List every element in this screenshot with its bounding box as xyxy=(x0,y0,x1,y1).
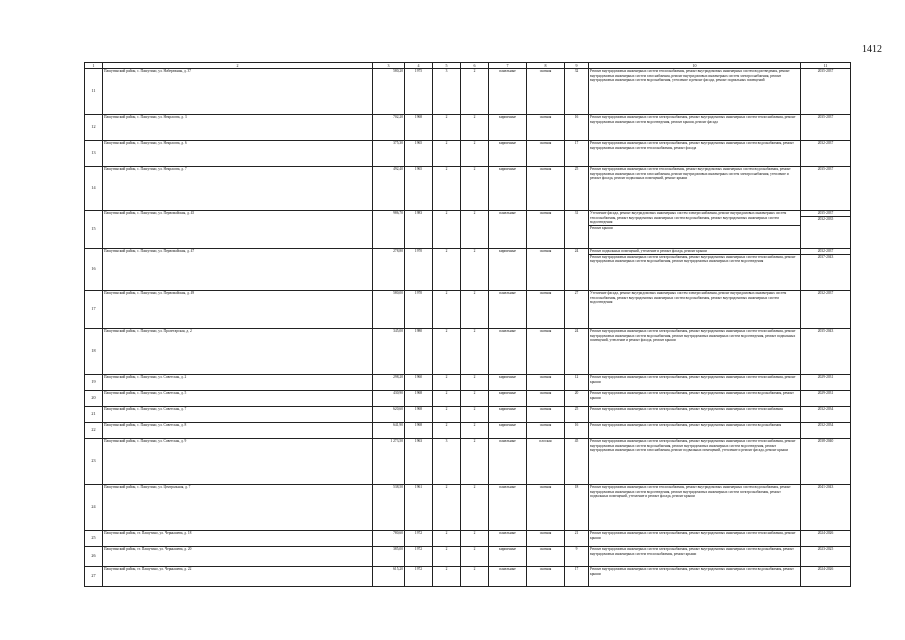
row-number: 17 xyxy=(85,291,103,329)
address-cell: Пашутинский район, с. Пашутино, ул. Первомайская, д. 45 xyxy=(103,211,373,249)
period-cell xyxy=(801,423,851,439)
period-cell xyxy=(801,547,851,567)
area-cell: 492,40 xyxy=(373,167,405,211)
apartments-cell: 17 xyxy=(565,141,589,167)
entrances-cell: 2 xyxy=(461,291,489,329)
wall-material-cell: панельные xyxy=(489,567,527,587)
entrances-cell: 2 xyxy=(461,407,489,423)
floors-cell: 2 xyxy=(433,391,461,407)
address-cell: Пашутинский район, с. Пашутино, ул. Первомайская, д. 47 xyxy=(103,249,373,291)
area-cell: 780,60 xyxy=(373,531,405,547)
entrances-cell: 2 xyxy=(461,249,489,291)
area-cell: 375,30 xyxy=(373,141,405,167)
row-number: 16 xyxy=(85,249,103,291)
row-number: 26 xyxy=(85,547,103,567)
area-cell: 580,00 xyxy=(373,291,405,329)
area-cell: 385,00 xyxy=(373,547,405,567)
table-row xyxy=(85,485,851,531)
work-item: Ремонт внутридомовых инженерных систем электроснабжения, ремонт внутридомовых инженерных систем теплоснабжения, ремонт крыши xyxy=(590,531,796,540)
column-header: 5 xyxy=(433,63,461,69)
row-number: 23 xyxy=(85,439,103,485)
period-item: 2041-2043 xyxy=(817,485,834,489)
period-cell xyxy=(801,115,851,141)
period-cell xyxy=(801,167,851,211)
floors-cell: 2 xyxy=(433,141,461,167)
apartments-cell: 31 xyxy=(565,211,589,249)
address-cell: Пашутинский район, с. Пашутино, ул. Советская, д. 7 xyxy=(103,407,373,423)
works-cell xyxy=(589,141,801,167)
entrances-cell: 2 xyxy=(461,167,489,211)
row-number: 19 xyxy=(85,375,103,391)
period-item: 2029-2031 xyxy=(817,391,834,395)
works-cell xyxy=(589,567,801,587)
works-cell xyxy=(589,249,801,291)
table-row xyxy=(85,115,851,141)
year-cell: 1968 xyxy=(405,407,433,423)
work-item: Ремонт внутридомовых инженерных систем электроснабжения, ремонт внутридомовых инженерных систем водоснабжения, ремонт крыши xyxy=(590,567,794,576)
wall-material-cell: панельные xyxy=(489,439,527,485)
table-row xyxy=(85,439,851,485)
floors-cell: 2 xyxy=(433,167,461,211)
entrances-cell: 2 xyxy=(461,547,489,567)
table-row xyxy=(85,547,851,567)
apartments-cell: 18 xyxy=(565,485,589,531)
area-cell: 430,90 xyxy=(373,391,405,407)
wall-material-cell: панельные xyxy=(489,211,527,249)
roof-type-cell: скатная xyxy=(527,249,565,291)
capital-repair-table xyxy=(84,62,851,587)
address-cell: Пашутинский район, с. Пашутино, ул. Пролетарская, д. 2 xyxy=(103,329,373,375)
address-cell: Пашутинский район, с. Пашутино, ул. Советская, д. 9 xyxy=(103,439,373,485)
address-cell: Пашутинский район, с. Пашутино, ул. Некрасова, д. 7 xyxy=(103,167,373,211)
roof-type-cell: скатная xyxy=(527,485,565,531)
entrances-cell: 2 xyxy=(461,391,489,407)
roof-type-cell: скатная xyxy=(527,407,565,423)
table-row xyxy=(85,375,851,391)
floors-cell: 2 xyxy=(433,531,461,547)
year-cell: 1965 xyxy=(405,141,433,167)
period-cell xyxy=(801,439,851,485)
address-cell: Пашутинский район, с. Пашутино, ул. Набережная, д. 37 xyxy=(103,69,373,115)
year-cell: 1963 xyxy=(405,439,433,485)
works-cell xyxy=(589,329,801,375)
entrances-cell: 2 xyxy=(461,375,489,391)
column-header: 2 xyxy=(103,63,373,69)
row-number: 15 xyxy=(85,211,103,249)
period-item: 2035-2037 xyxy=(817,115,834,119)
entrances-cell: 2 xyxy=(461,423,489,439)
table-row xyxy=(85,329,851,375)
works-cell xyxy=(589,167,801,211)
table-row xyxy=(85,407,851,423)
page-number: 1412 xyxy=(862,44,882,55)
row-number: 27 xyxy=(85,567,103,587)
entrances-cell: 2 xyxy=(461,329,489,375)
wall-material-cell: панельные xyxy=(489,531,527,547)
year-cell: 1972 xyxy=(405,547,433,567)
area-cell: 615,20 xyxy=(373,567,405,587)
table-row xyxy=(85,423,851,439)
row-number: 24 xyxy=(85,485,103,531)
wall-material-cell: кирпичные xyxy=(489,375,527,391)
apartments-cell: 32 xyxy=(565,69,589,115)
period-cell xyxy=(801,375,851,391)
year-cell: 1972 xyxy=(405,531,433,547)
area-cell: 278,80 xyxy=(373,249,405,291)
period-item: 2035-2037 xyxy=(817,167,834,171)
wall-material-cell: кирпичные xyxy=(489,547,527,567)
wall-material-cell: панельные xyxy=(489,291,527,329)
entrances-cell: 2 xyxy=(461,567,489,587)
wall-material-cell: панельные xyxy=(489,69,527,115)
wall-material-cell: панельные xyxy=(489,485,527,531)
apartments-cell: 27 xyxy=(565,291,589,329)
floors-cell: 2 xyxy=(433,407,461,423)
floors-cell: 2 xyxy=(433,249,461,291)
works-cell xyxy=(589,547,801,567)
wall-material-cell: кирпичные xyxy=(489,407,527,423)
period-item: 2032-2037 xyxy=(817,291,834,295)
entrances-cell: 2 xyxy=(461,141,489,167)
area-cell: 620,60 xyxy=(373,407,405,423)
entrances-cell: 2 xyxy=(461,485,489,531)
period-cell xyxy=(801,407,851,423)
period-cell xyxy=(801,211,851,249)
entrances-cell: 2 xyxy=(461,439,489,485)
wall-material-cell: кирпичные xyxy=(489,249,527,291)
work-item: Ремонт крыши xyxy=(589,225,800,231)
work-item: Ремонт внутридомовых инженерных систем электроснабжения, ремонт внутридомовых инженерных систем теплоснабжения, ремонт внутридомовых инженерных систем водоотведения, ремонт крыши, ремонт фасада xyxy=(590,115,796,124)
entrances-cell: 2 xyxy=(461,211,489,249)
table-row xyxy=(85,167,851,211)
works-cell xyxy=(589,485,801,531)
apartments-cell: 16 xyxy=(565,115,589,141)
work-item: Ремонт внутридомовых инженерных систем электроснабжения, ремонт внутридомовых инженерных систем теплоснабжения, ремонт внутридомовых инженерных систем водоснабжения, ремонт внутридомовых инженерных систем водоотведения xyxy=(589,254,800,264)
apartments-cell: 9 xyxy=(565,547,589,567)
floors-cell: 3 xyxy=(433,439,461,485)
year-cell: 1980 xyxy=(405,329,433,375)
works-cell xyxy=(589,391,801,407)
roof-type-cell: скатная xyxy=(527,531,565,547)
year-cell: 1960 xyxy=(405,375,433,391)
year-cell: 1983 xyxy=(405,211,433,249)
period-item: 2035-2037 xyxy=(817,69,834,73)
apartments-cell: 45 xyxy=(565,439,589,485)
table-row xyxy=(85,291,851,329)
floors-cell: 2 xyxy=(433,375,461,391)
year-cell: 1961 xyxy=(405,485,433,531)
work-item: Ремонт внутридомовых инженерных систем электроснабжения, ремонт внутридомовых инженерных систем теплоснабжения, ремонт крыши xyxy=(590,375,796,384)
period-item: 2032-2037 xyxy=(817,249,834,253)
address-cell: Пашутинский район, с. Пашутино, ул. Некрасова, д. 3 xyxy=(103,115,373,141)
work-item: Ремонт подвальных помещений, утепление и ремонт фасада, ремонт крыши xyxy=(590,249,707,253)
period-cell xyxy=(801,485,851,531)
period-cell xyxy=(801,567,851,587)
wall-material-cell: панельные xyxy=(489,329,527,375)
address-cell: Пашутинский район, ст. Пашутино, ул. Чернышева, д. 18 xyxy=(103,531,373,547)
floors-cell: 2 xyxy=(433,423,461,439)
roof-type-cell: скатная xyxy=(527,69,565,115)
year-cell: 1968 xyxy=(405,423,433,439)
address-cell: Пашутинский район, с. Пашутино, ул. Советская, д. 5 xyxy=(103,391,373,407)
table-row xyxy=(85,391,851,407)
wall-material-cell: кирпичные xyxy=(489,423,527,439)
roof-type-cell: скатная xyxy=(527,423,565,439)
floors-cell: 2 xyxy=(433,485,461,531)
floors-cell: 2 xyxy=(433,115,461,141)
apartments-cell: 24 xyxy=(565,329,589,375)
area-cell: 580,20 xyxy=(373,69,405,115)
column-header: 4 xyxy=(405,63,433,69)
column-header: 6 xyxy=(461,63,489,69)
row-number: 20 xyxy=(85,391,103,407)
apartments-cell: 12 xyxy=(565,375,589,391)
roof-type-cell: скатная xyxy=(527,211,565,249)
period-cell xyxy=(801,391,851,407)
year-cell: 1968 xyxy=(405,115,433,141)
table-row xyxy=(85,211,851,249)
floors-cell: 2 xyxy=(433,211,461,249)
area-cell: 641,90 xyxy=(373,423,405,439)
address-cell: Пашутинский район, с. Пашутино, ул. Советская, д. 2 xyxy=(103,375,373,391)
period-cell xyxy=(801,291,851,329)
work-item: Ремонт внутридомовых инженерных систем электроснабжения, ремонт внутридомовых инженерных систем водоснабжения xyxy=(590,423,782,427)
work-item: Ремонт внутридомовых инженерных систем электроснабжения, ремонт внутридомовых инженерных систем теплоснабжения, ремонт внутридомовых инженерных систем водоснабжения, ремонт внутридомовых инженерных систем водоотведения, ремонт внутридомовых инженерных систем газоснабжения, ремонт подвальных помещений, утепление и ремонт фасада, ремонт крыши xyxy=(590,439,796,453)
address-cell: Пашутинский район, ст. Пашутино, ул. Чернышева, д. 22 xyxy=(103,567,373,587)
works-cell xyxy=(589,69,801,115)
row-number: 18 xyxy=(85,329,103,375)
work-item: Ремонт внутридомовых инженерных систем электроснабжения, ремонт внутридомовых инженерных систем водоснабжения, ремонт внутридомовых инженерных систем теплоснабжения, ремонт крыши xyxy=(590,547,794,556)
period-item: 2035-2043 xyxy=(817,329,834,333)
work-item: Ремонт внутридомовых инженерных систем теплоснабжения, ремонт внутридомовых инженерных систем водоснабжения, ремонт внутридомовых инженерных систем водоотведения, ремонт внутридомовых инженерных систем электроснабжения, ремонт подвальных помещений, утепление и ремонт фасада, ремонт крыши xyxy=(590,485,791,499)
period-item: 2032-2035 xyxy=(801,216,850,222)
row-number: 13 xyxy=(85,141,103,167)
work-item: Утепление фасада, ремонт внутридомовых инженерных систем электроснабжения, ремонт внутридомовых инженерных систем теплоснабжения, ремонт внутридомовых инженерных систем водоснабжения, ремонт внутридомовых инженерных систем водоотведения xyxy=(590,211,787,225)
address-cell: Пашутинский район, ст. Пашутино, ул. Чернышева, д. 20 xyxy=(103,547,373,567)
period-item: 2029-2031 xyxy=(817,375,834,379)
year-cell: 1970 xyxy=(405,249,433,291)
column-header: 10 xyxy=(589,63,801,69)
year-cell: 1965 xyxy=(405,167,433,211)
roof-type-cell: скатная xyxy=(527,567,565,587)
area-cell: 1 273,50 xyxy=(373,439,405,485)
year-cell: 1968 xyxy=(405,391,433,407)
works-cell xyxy=(589,439,801,485)
column-header: 9 xyxy=(565,63,589,69)
apartments-cell: 25 xyxy=(565,407,589,423)
work-item: Ремонт внутридомовых инженерных систем электроснабжения, ремонт внутридомовых инженерных систем водоснабжения, ремонт внутридомовых инженерных систем теплоснабжения, ремонт фасада xyxy=(590,141,794,150)
column-header: 11 xyxy=(801,63,851,69)
area-cell: 345,00 xyxy=(373,329,405,375)
apartments-cell: 17 xyxy=(565,567,589,587)
row-number: 22 xyxy=(85,423,103,439)
work-item: Ремонт внутридомовых инженерных систем электроснабжения, ремонт внутридомовых инженерных систем водоснабжения, ремонт крыши xyxy=(590,391,794,400)
area-cell: 986,70 xyxy=(373,211,405,249)
work-item: Утепление фасада, ремонт внутридомовых инженерных систем электроснабжения, ремонт внутридомовых инженерных систем теплоснабжения, ремонт внутридомовых инженерных систем водоснабжения, ремонт внутридомовых инженерных систем водоотведения xyxy=(590,291,787,305)
apartments-cell: 24 xyxy=(565,249,589,291)
wall-material-cell: кирпичные xyxy=(489,391,527,407)
column-header: 1 xyxy=(85,63,103,69)
works-cell xyxy=(589,407,801,423)
period-item: 2024-2026 xyxy=(817,567,834,571)
table-row xyxy=(85,531,851,547)
table-row xyxy=(85,567,851,587)
year-cell: 1972 xyxy=(405,567,433,587)
table-row xyxy=(85,69,851,115)
work-item: Ремонт внутридомовых инженерных систем теплоснабжения, ремонт внутридомовых инженерных систем водоснабжения, ремонт внутридомовых инженерных систем газоснабжения, ремонт внутридомовых инженерных систем электроснабжения, утепление и ремонт фасада, ремонт подвальных помещений, ремонт крыши xyxy=(590,167,791,181)
row-number: 14 xyxy=(85,167,103,211)
roof-type-cell: скатная xyxy=(527,115,565,141)
address-cell: Пашутинский район, с. Пашутино, ул. Советская, д. 8 xyxy=(103,423,373,439)
area-cell: 298,20 xyxy=(373,375,405,391)
column-header: 7 xyxy=(489,63,527,69)
floors-cell: 2 xyxy=(433,329,461,375)
apartments-cell: 21 xyxy=(565,531,589,547)
period-item: 2032-2037 xyxy=(817,141,834,145)
floors-cell: 2 xyxy=(433,547,461,567)
address-cell: Пашутинский район, с. Пашутино, ул. Некрасова, д. 6 xyxy=(103,141,373,167)
works-cell xyxy=(589,211,801,249)
apartments-cell: 20 xyxy=(565,391,589,407)
entrances-cell: 2 xyxy=(461,115,489,141)
works-cell xyxy=(589,375,801,391)
row-number: 12 xyxy=(85,115,103,141)
column-header: 8 xyxy=(527,63,565,69)
roof-type-cell: скатная xyxy=(527,329,565,375)
period-item: 2023-2025 xyxy=(817,547,834,551)
entrances-cell: 2 xyxy=(461,69,489,115)
works-cell xyxy=(589,531,801,547)
period-item: 2032-2034 xyxy=(817,407,834,411)
area-cell: 538,50 xyxy=(373,485,405,531)
period-cell xyxy=(801,531,851,547)
row-number: 21 xyxy=(85,407,103,423)
period-item: 2032-2034 xyxy=(817,423,834,427)
period-cell xyxy=(801,329,851,375)
works-cell xyxy=(589,115,801,141)
wall-material-cell: кирпичные xyxy=(489,115,527,141)
floors-cell: 3 xyxy=(433,69,461,115)
period-cell xyxy=(801,69,851,115)
roof-type-cell: скатная xyxy=(527,291,565,329)
roof-type-cell: скатная xyxy=(527,141,565,167)
apartments-cell: 25 xyxy=(565,167,589,211)
year-cell: 1970 xyxy=(405,291,433,329)
wall-material-cell: кирпичные xyxy=(489,167,527,211)
table-row xyxy=(85,141,851,167)
roof-type-cell: скатная xyxy=(527,375,565,391)
work-item: Ремонт внутридомовых инженерных систем теплоснабжения, ремонт внутридомовых инженерных систем водоотведения, ремонт внутридомовых инженерных систем газоснабжения, ремонт внутридомовых инженерных систем электроснабжения, ремонт внутридомовых инженерных систем водоснабжения, утепление и ремонт фасада, ремонт подвальных помещений xyxy=(590,69,790,83)
entrances-cell: 2 xyxy=(461,531,489,547)
roof-type-cell: скатная xyxy=(527,547,565,567)
period-cell xyxy=(801,141,851,167)
year-cell: 1975 xyxy=(405,69,433,115)
table-row xyxy=(85,249,851,291)
period-item: 2037-2043 xyxy=(801,254,850,260)
works-cell xyxy=(589,291,801,329)
period-item: 2024-2026 xyxy=(817,531,834,535)
column-header: 3 xyxy=(373,63,405,69)
work-item: Ремонт внутридомовых инженерных систем электроснабжения, ремонт внутридомовых инженерных систем теплоснабжения xyxy=(590,407,783,411)
roof-type-cell: плоская xyxy=(527,439,565,485)
period-item: 2038-2040 xyxy=(817,439,834,443)
roof-type-cell: скатная xyxy=(527,391,565,407)
wall-material-cell: кирпичные xyxy=(489,141,527,167)
row-number: 25 xyxy=(85,531,103,547)
floors-cell: 2 xyxy=(433,567,461,587)
work-item: Ремонт внутридомовых инженерных систем электроснабжения, ремонт внутридомовых инженерных систем теплоснабжения, ремонт внутридомовых инженерных систем водоснабжения, ремонт внутридомовых инженерных систем водоотведения, ремонт подвальных помещений, утепление и ремонт фасада, ремонт крыши xyxy=(590,329,796,343)
works-cell xyxy=(589,423,801,439)
floors-cell: 2 xyxy=(433,291,461,329)
apartments-cell: 16 xyxy=(565,423,589,439)
row-number: 11 xyxy=(85,69,103,115)
address-cell: Пашутинский район, с. Пашутино, ул. Центральная, д. 7 xyxy=(103,485,373,531)
period-item: 2035-2037 xyxy=(817,211,834,215)
period-cell xyxy=(801,249,851,291)
area-cell: 702,20 xyxy=(373,115,405,141)
address-cell: Пашутинский район, с. Пашутино, ул. Первомайская, д. 49 xyxy=(103,291,373,329)
roof-type-cell: скатная xyxy=(527,167,565,211)
